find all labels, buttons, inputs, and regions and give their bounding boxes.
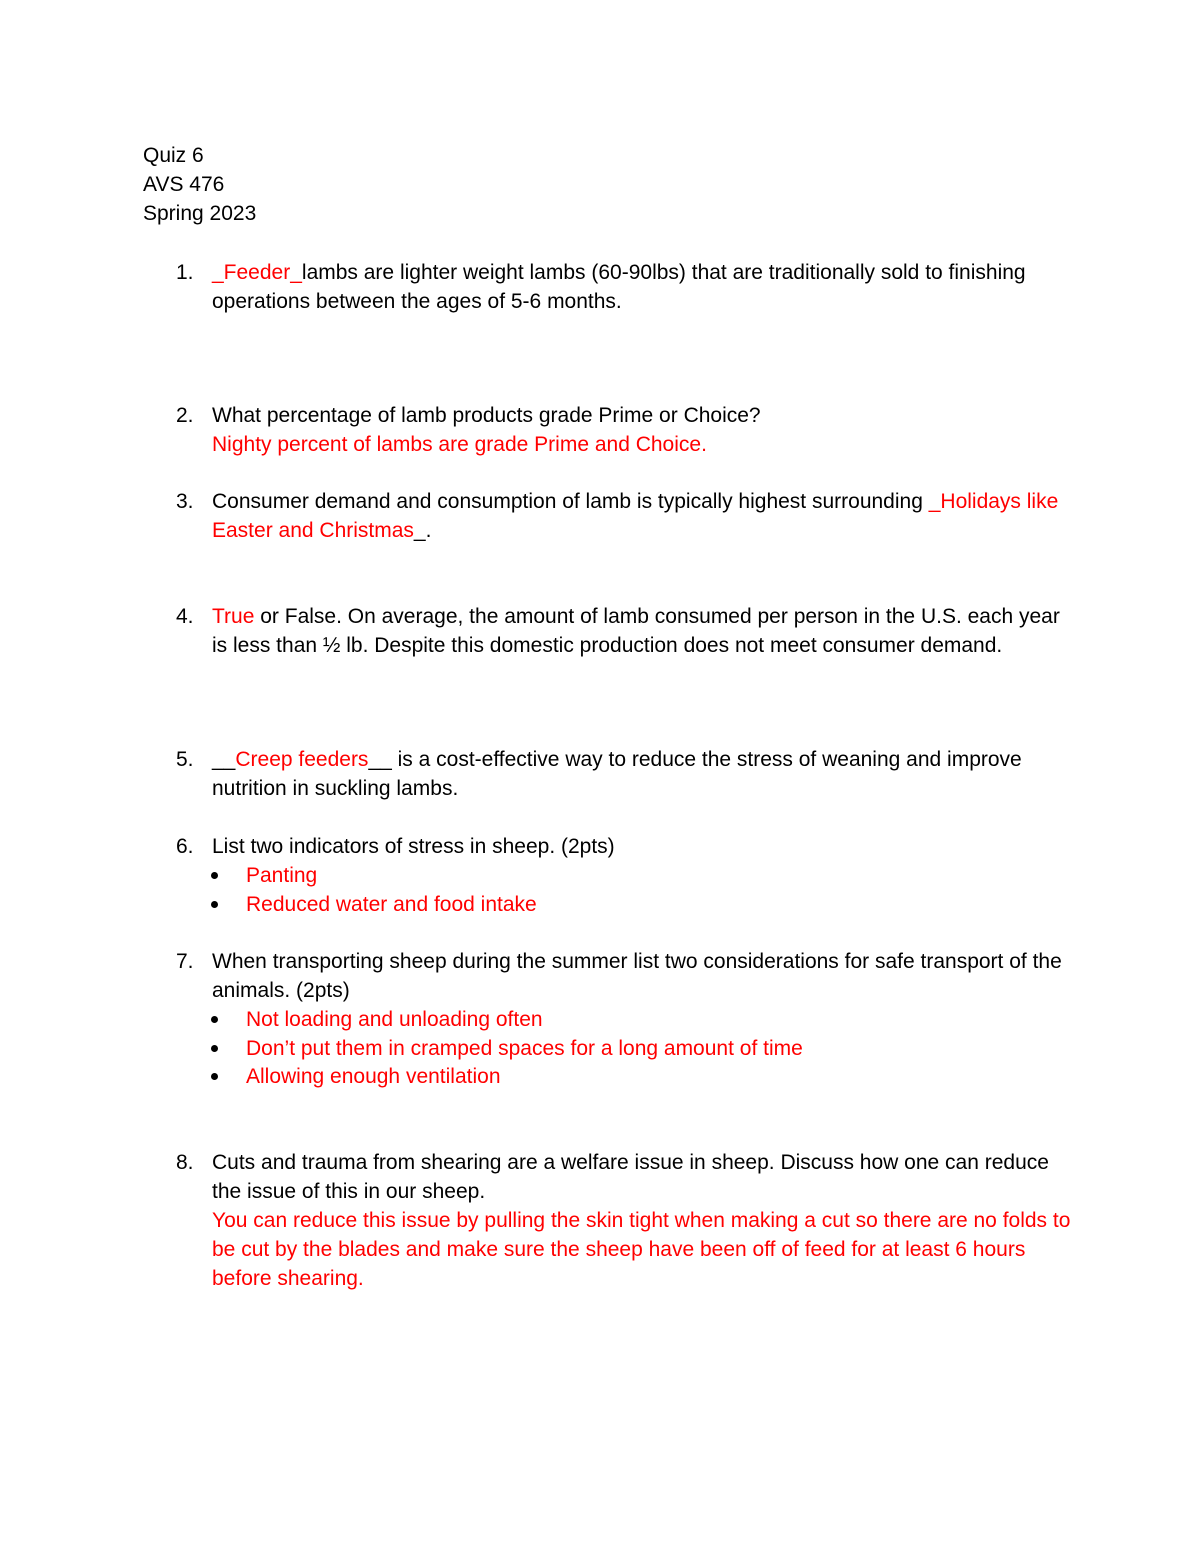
bullet-icon xyxy=(211,901,218,908)
answer-list xyxy=(176,861,1076,918)
question-text xyxy=(212,258,1072,316)
question-text: Cuts and trauma from shearing are a welfare issue in sheep. Discuss how one can reduce the issue of this in our sheep. xyxy=(212,1151,1049,1203)
question-text: What percentage of lamb products grade Prime or Choice? xyxy=(212,404,761,427)
answer-text: You can reduce this issue by pulling the skin tight when making a cut so there are no folds to be cut by the blades and make sure the sheep have been off of feed for at least 6 hours before shearing. xyxy=(212,1209,1071,1290)
question-text: When transporting sheep during the summer list two considerations for safe transport of the animals. (2pts) xyxy=(212,950,1062,1002)
term: Spring 2023 xyxy=(143,202,257,225)
answer-item: Not loading and unloading often xyxy=(176,1005,1076,1034)
bullet-icon xyxy=(211,1016,218,1023)
blank-after: __ xyxy=(368,748,392,771)
question-text-after: or False. On average, the amount of lamb consumed per person in the U.S. each year is less than ½ lb. Despite this domestic production does not meet consumer demand. xyxy=(212,605,1060,657)
quiz-title: Quiz 6 xyxy=(143,144,204,167)
question-text-before: Consumer demand and consumption of lamb is typically highest surrounding xyxy=(212,490,929,513)
question-text-after: lambs are lighter weight lambs (60-90lbs) that are traditionally sold to finishing operations between the ages of 5-6 months. xyxy=(212,261,1026,313)
question-text-after: _. xyxy=(413,519,432,542)
answer-text: Nighty percent of lambs are grade Prime and Choice. xyxy=(212,433,707,456)
answer-item: Allowing enough ventilation xyxy=(176,1062,1076,1091)
question-number: 6. xyxy=(176,835,194,858)
question-number: 7. xyxy=(176,950,194,973)
question-text xyxy=(212,487,1072,545)
bullet-icon xyxy=(211,1073,218,1080)
question-number: 5. xyxy=(176,748,194,771)
question-text: List two indicators of stress in sheep. (2pts) xyxy=(212,835,615,858)
bullet-icon xyxy=(211,1045,218,1052)
answer-blank: _Holidays like Easter and Christmas xyxy=(212,490,1059,542)
question-text xyxy=(212,602,1072,660)
question-number: 4. xyxy=(176,605,194,628)
question-text xyxy=(212,745,1072,803)
answer-item: Panting xyxy=(176,861,1076,890)
question-number: 1. xyxy=(176,261,194,284)
answer-blank: _Feeder_ xyxy=(212,261,302,284)
question-number: 8. xyxy=(176,1151,194,1174)
answer-blank: Creep feeders xyxy=(235,748,369,771)
bullet-icon xyxy=(211,872,218,879)
answer-item: Reduced water and food intake xyxy=(176,890,1076,919)
answer-list xyxy=(176,1005,1076,1091)
blank-before: __ xyxy=(212,748,236,771)
question-number: 2. xyxy=(176,404,194,427)
course-code: AVS 476 xyxy=(143,173,225,196)
answer-item: Don’t put them in cramped spaces for a long amount of time xyxy=(176,1034,1076,1063)
answer-choice: True xyxy=(212,605,255,628)
question-number: 3. xyxy=(176,490,194,513)
question-text-after: is a cost-effective way to reduce the stress of weaning and improve nutrition in suckling lambs. xyxy=(212,748,1022,800)
